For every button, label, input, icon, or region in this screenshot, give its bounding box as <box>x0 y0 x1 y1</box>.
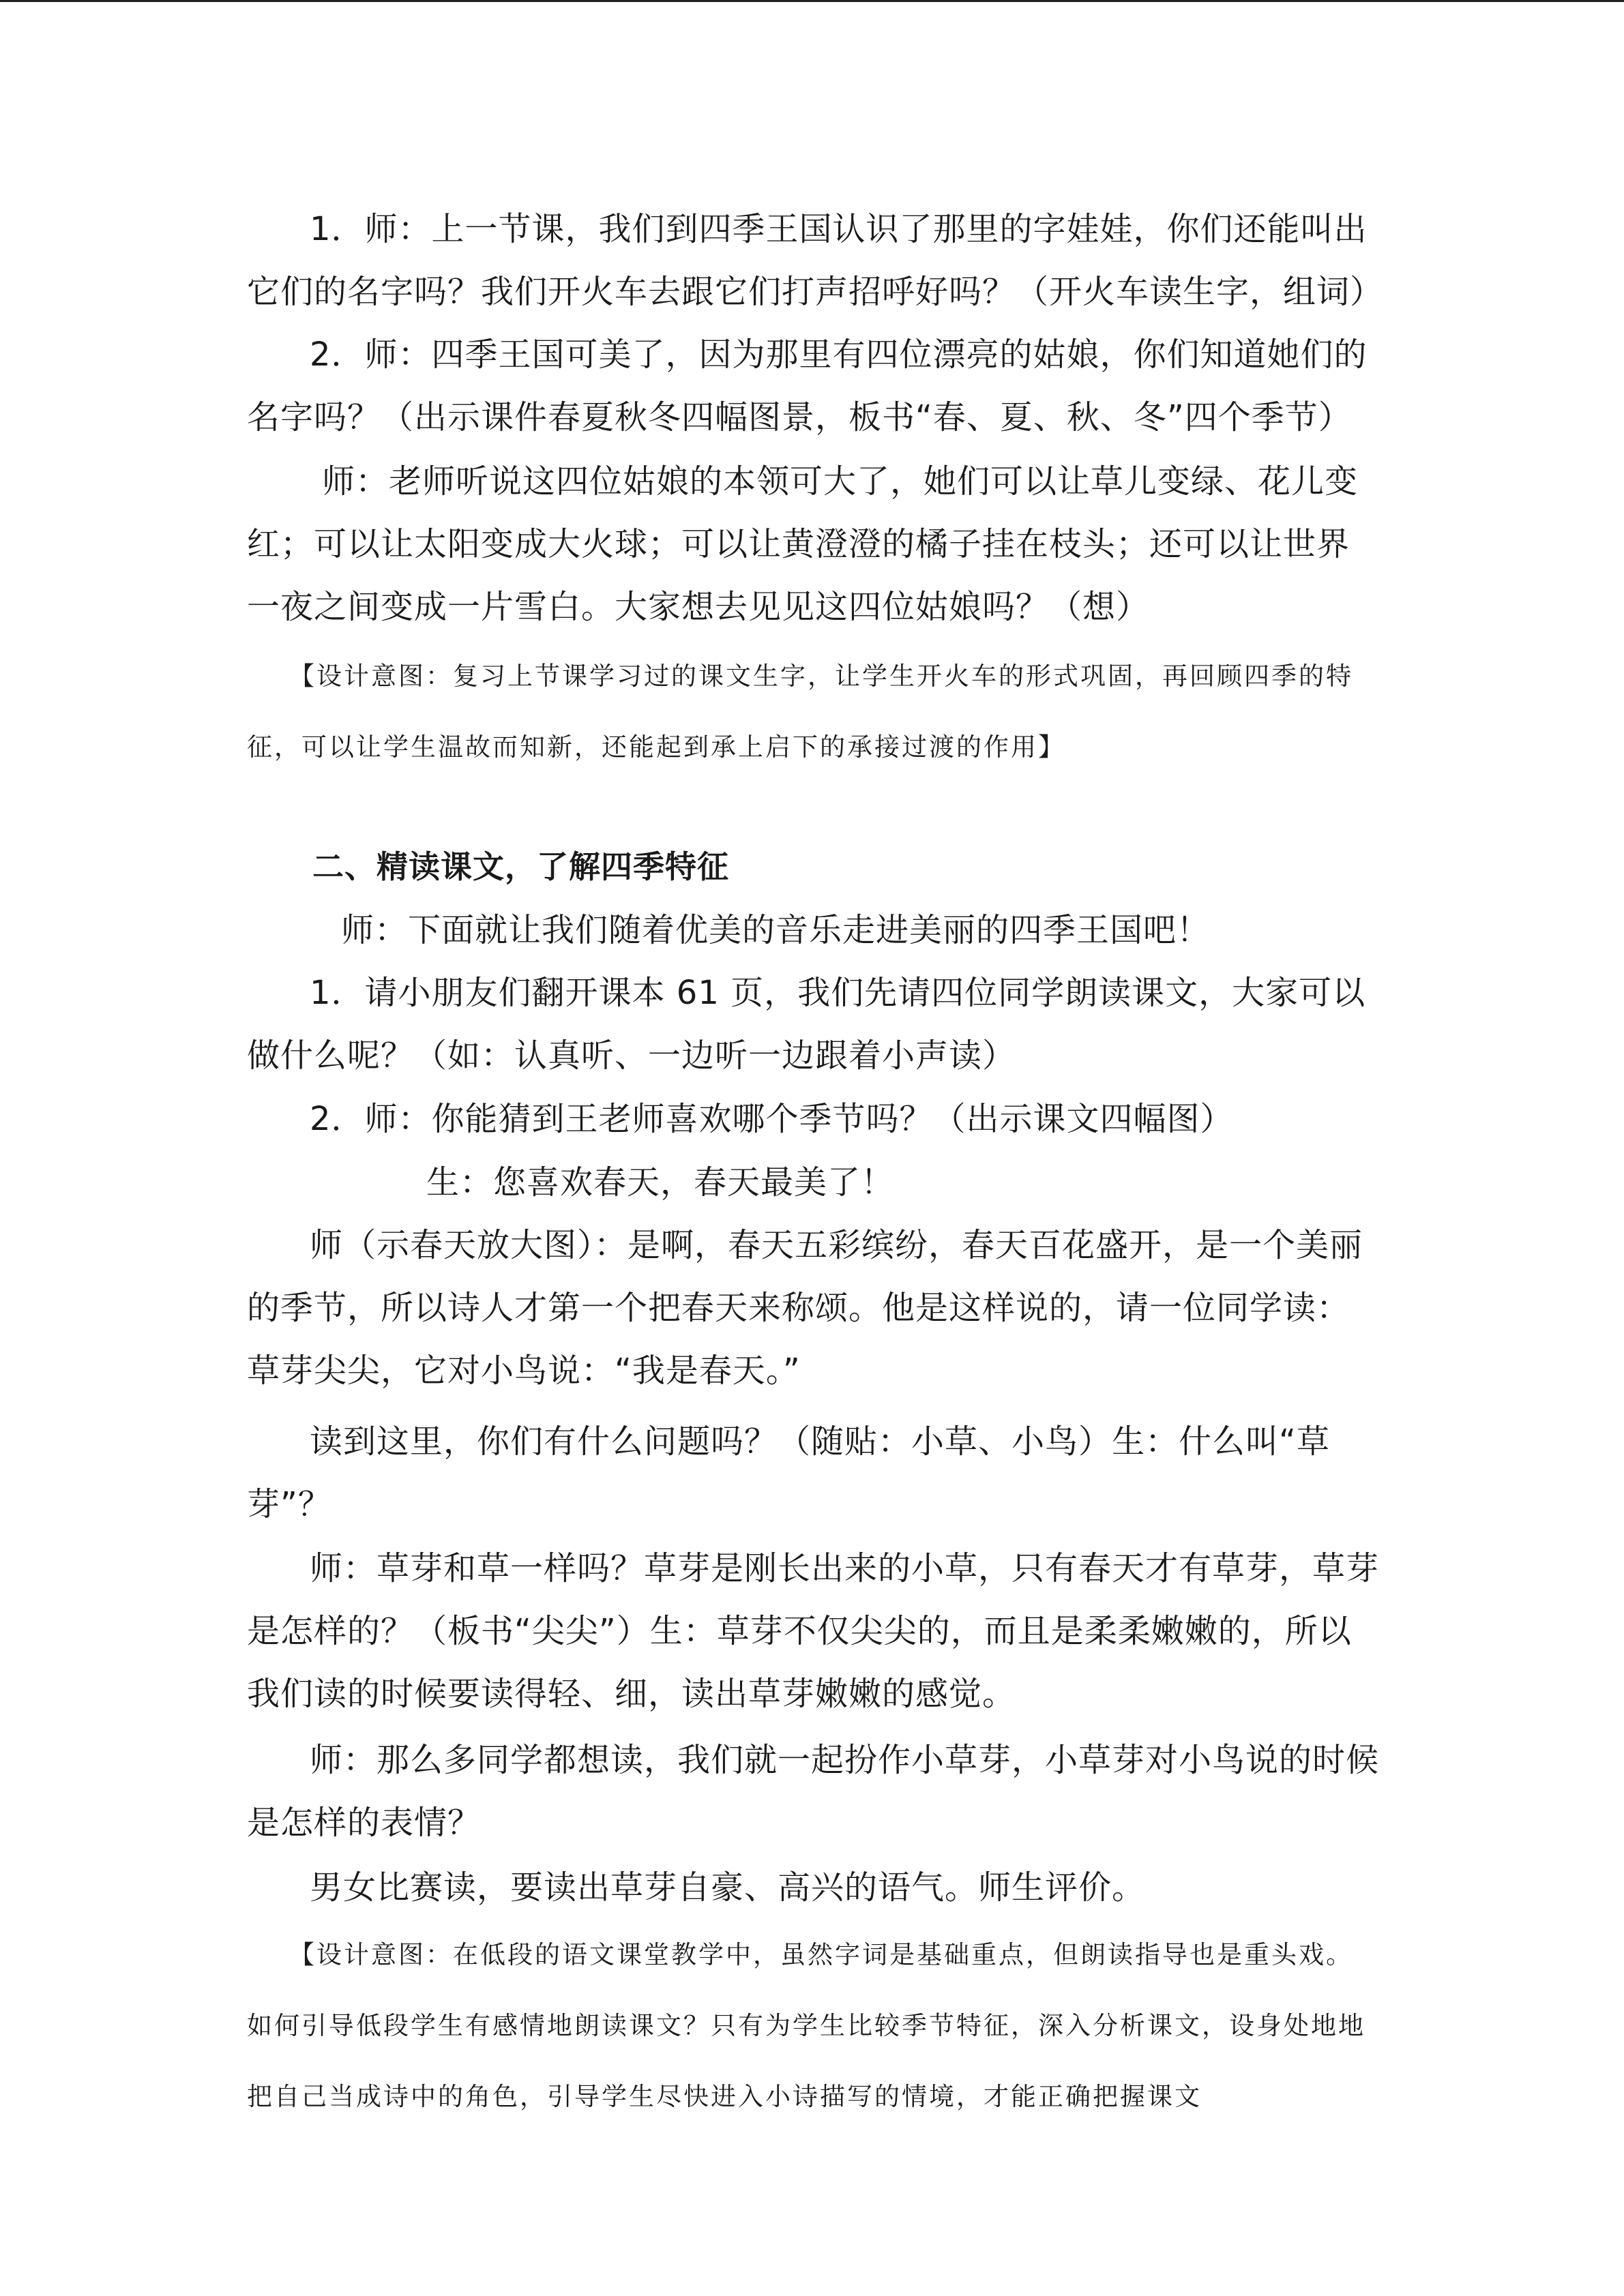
question-paragraph: 读到这里，你们有什么问题吗？（随贴：小草、小鸟）生：什么叫“草芽”？ <box>247 1422 1330 1523</box>
teacher-intro-paragraph: 师：老师听说这四位姑娘的本领可大了，她们可以让草儿变绿、花儿变红；可以让太阳变成大火球；可以让黄澄澄的橘子挂在枝头；还可以让世界一夜之间变成一片雪白。大家想去见见这四位姑娘吗？（想） <box>247 462 1359 626</box>
student-answer-line: 生：您喜欢春天，春天最美了！ <box>426 1163 895 1202</box>
grass-bud-paragraph: 师：草芽和草一样吗？草芽是刚长出来的小草，只有春天才有草芽，草芽是怎样的？（板书“尖尖”）生：草芽不仅尖尖的，而且是柔柔嫩嫩的，所以我们读的时候要读得轻、细，读出草芽嫩嫩的感觉。 <box>247 1549 1380 1713</box>
reading-contest-line: 男女比赛读，要读出草芽自豪、高兴的语气。师生评价。 <box>310 1868 1146 1907</box>
design-intent-note-1: 【设计意图：复习上节课学习过的课文生字，让学生开火车的形式巩固，再回顾四季的特征，可以让学生温故而知新，还能起到承上启下的承接过渡的作用】 <box>247 661 1353 762</box>
step-2-paragraph: 2．师：你能猜到王老师喜欢哪个季节吗？（出示课文四幅图） <box>310 1100 1234 1138</box>
role-play-paragraph: 师：那么多同学都想读，我们就一起扮作小草芽，小草芽对小鸟说的时候是怎样的表情？ <box>247 1741 1380 1842</box>
teacher-music-line: 师：下面就让我们随着优美的音乐走进美丽的四季王国吧！ <box>341 911 1211 949</box>
design-intent-note-2: 【设计意图：在低段的语文课堂教学中，虽然字词是基础重点，但朗读指导也是重头戏。如何引导低段学生有感情地朗读课文？只有为学生比较季节特征，深入分析课文，设身处地地把自己当成诗中的角色，引导学生尽快进入小诗描写的情境，才能正确把握课文 <box>247 1940 1365 2111</box>
spring-description-paragraph: 师（示春天放大图）：是啊，春天五彩缤纷，春天百花盛开，是一个美丽的季节，所以诗人才第一个把春天来称颂。他是这样说的，请一位同学读：草芽尖尖，它对小鸟说：“我是春天。” <box>247 1226 1363 1390</box>
step-1-paragraph: 1．请小朋友们翻开课本 61 页，我们先请四位同学朗读课文，大家可以做什么呢？（如：认真听、一边听一边跟着小声读） <box>247 974 1366 1075</box>
section-heading: 二、精读课文，了解四季特征 <box>312 848 729 885</box>
page-top-border <box>0 0 1624 2</box>
review-paragraph-2: 2．师：四季王国可美了，因为那里有四位漂亮的姑娘，你们知道她们的名字吗？（出示课件春夏秋冬四幅图景，板书“春、夏、秋、冬”四个季节） <box>247 336 1368 436</box>
review-paragraph-1: 1．师：上一节课，我们到四季王国认识了那里的字娃娃，你们还能叫出它们的名字吗？我们开火车去跟它们打声招呼好吗？（开火车读生字，组词） <box>247 210 1384 311</box>
